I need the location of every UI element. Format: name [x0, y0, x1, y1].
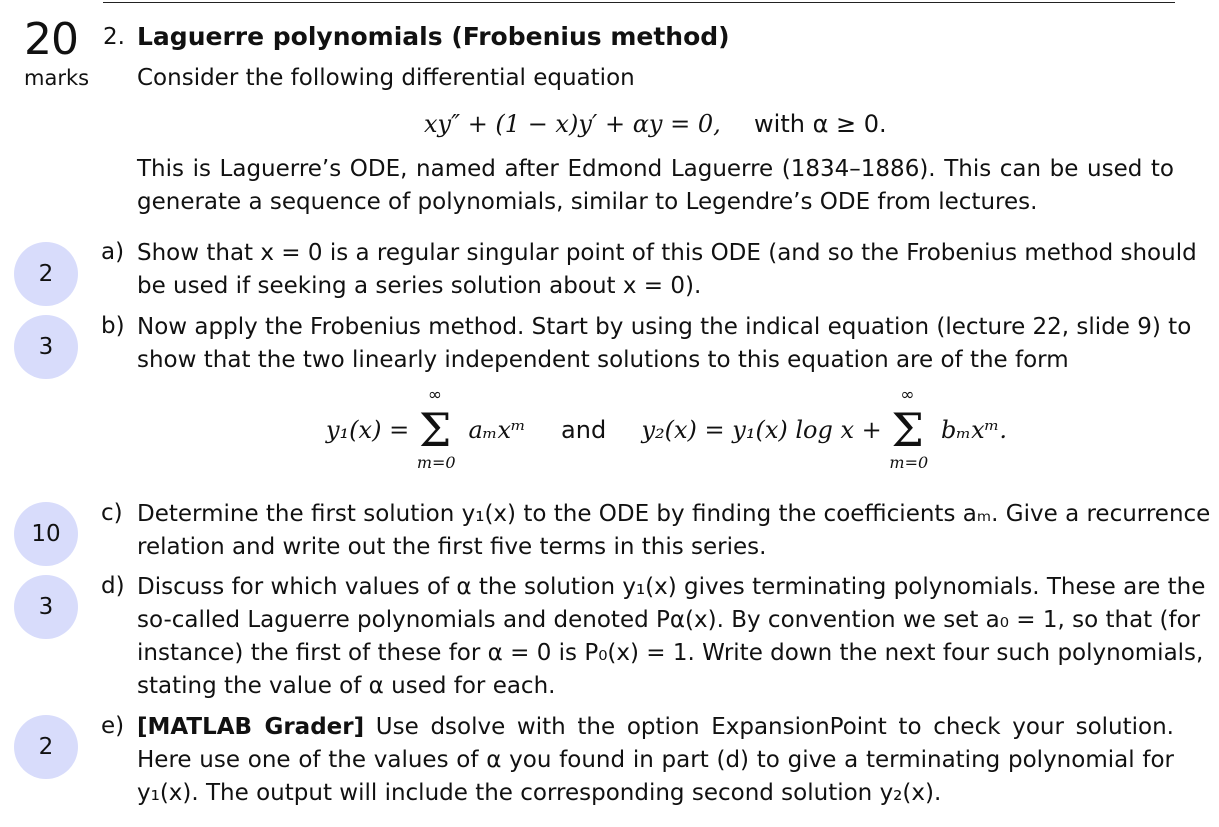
part-label-e: e) — [101, 713, 125, 739]
top-rule — [103, 2, 1175, 3]
intro-text: Consider the following differential equation — [137, 65, 635, 91]
total-marks: 20 — [24, 14, 78, 65]
para-line-2: generate a sequence of polynomials, similar to Legendre’s ODE from lectures. — [137, 189, 1038, 215]
sum-symbol-2: ∞ Σ m=0 — [889, 385, 929, 472]
question-title: Laguerre polynomials (Frobenius method) — [137, 22, 730, 51]
part-e-line-1: [MATLAB Grader] Use dsolve with the option ExpansionPoint to check your solution. — [137, 714, 1174, 740]
part-label-d: d) — [101, 573, 125, 599]
part-label-a: a) — [101, 239, 125, 265]
part-d-line-4: stating the value of α used for each. — [137, 673, 556, 699]
marks-badge-a: 2 — [14, 242, 78, 306]
part-a-line-1: Show that x = 0 is a regular singular point of this ODE (and so the Frobenius method should — [137, 240, 1197, 266]
y1-lhs: y₁(x) = — [326, 416, 410, 444]
ode-lhs: xy″ + (1 − x)y′ + αy = 0, — [424, 110, 721, 138]
part-e-line-2: Here use one of the values of α you found in part (d) to give a terminating polynomial for — [137, 747, 1174, 773]
series-equation — [326, 385, 1007, 477]
marks-badge-e: 2 — [14, 715, 78, 779]
part-c-line-1: Determine the first solution y₁(x) to the ODE by finding the coefficients aₘ. Give a recurrence — [137, 501, 1211, 527]
part-b-line-1: Now apply the Frobenius method. Start by using the indical equation (lecture 22, slide 9) to — [137, 314, 1192, 340]
part-c-line-2: relation and write out the first five terms in this series. — [137, 534, 767, 560]
part-b-line-2: show that the two linearly independent solutions to this equation are of the form — [137, 347, 1069, 373]
part-d-line-2: so-called Laguerre polynomials and denoted Pα(x). By convention we set a₀ = 1, so that (for — [137, 607, 1201, 633]
part-label-b: b) — [101, 313, 125, 339]
part-d-line-3: instance) the first of these for α = 0 is P₀(x) = 1. Write down the next four such polynomials, — [137, 640, 1204, 666]
ode-condition: with α ≥ 0. — [754, 110, 887, 138]
series-term-b: bₘxᵐ. — [941, 416, 1007, 444]
series-term-a: aₘxᵐ — [468, 416, 526, 444]
marks-badge-c: 10 — [14, 502, 78, 566]
sum-symbol-1: ∞ Σ m=0 — [416, 385, 456, 472]
y2-lhs: y₂(x) = y₁(x) log x + — [641, 416, 882, 444]
marks-badge-b: 3 — [14, 315, 78, 379]
matlab-grader-tag: [MATLAB Grader] — [137, 714, 365, 740]
part-a-line-2: be used if seeking a series solution about x = 0). — [137, 273, 702, 299]
part-label-c: c) — [101, 500, 123, 526]
part-d-line-1: Discuss for which values of α the solution y₁(x) gives terminating polynomials. These are the — [137, 574, 1206, 600]
and-word: and — [561, 416, 607, 444]
marks-badge-d: 3 — [14, 575, 78, 639]
marks-label: marks — [24, 66, 90, 90]
para-line-1: This is Laguerre’s ODE, named after Edmond Laguerre (1834–1886). This can be used to — [137, 156, 1174, 182]
part-e-line-3: y₁(x). The output will include the corresponding second solution y₂(x). — [137, 780, 942, 806]
ode-equation — [424, 110, 887, 138]
question-number: 2. — [103, 24, 125, 50]
